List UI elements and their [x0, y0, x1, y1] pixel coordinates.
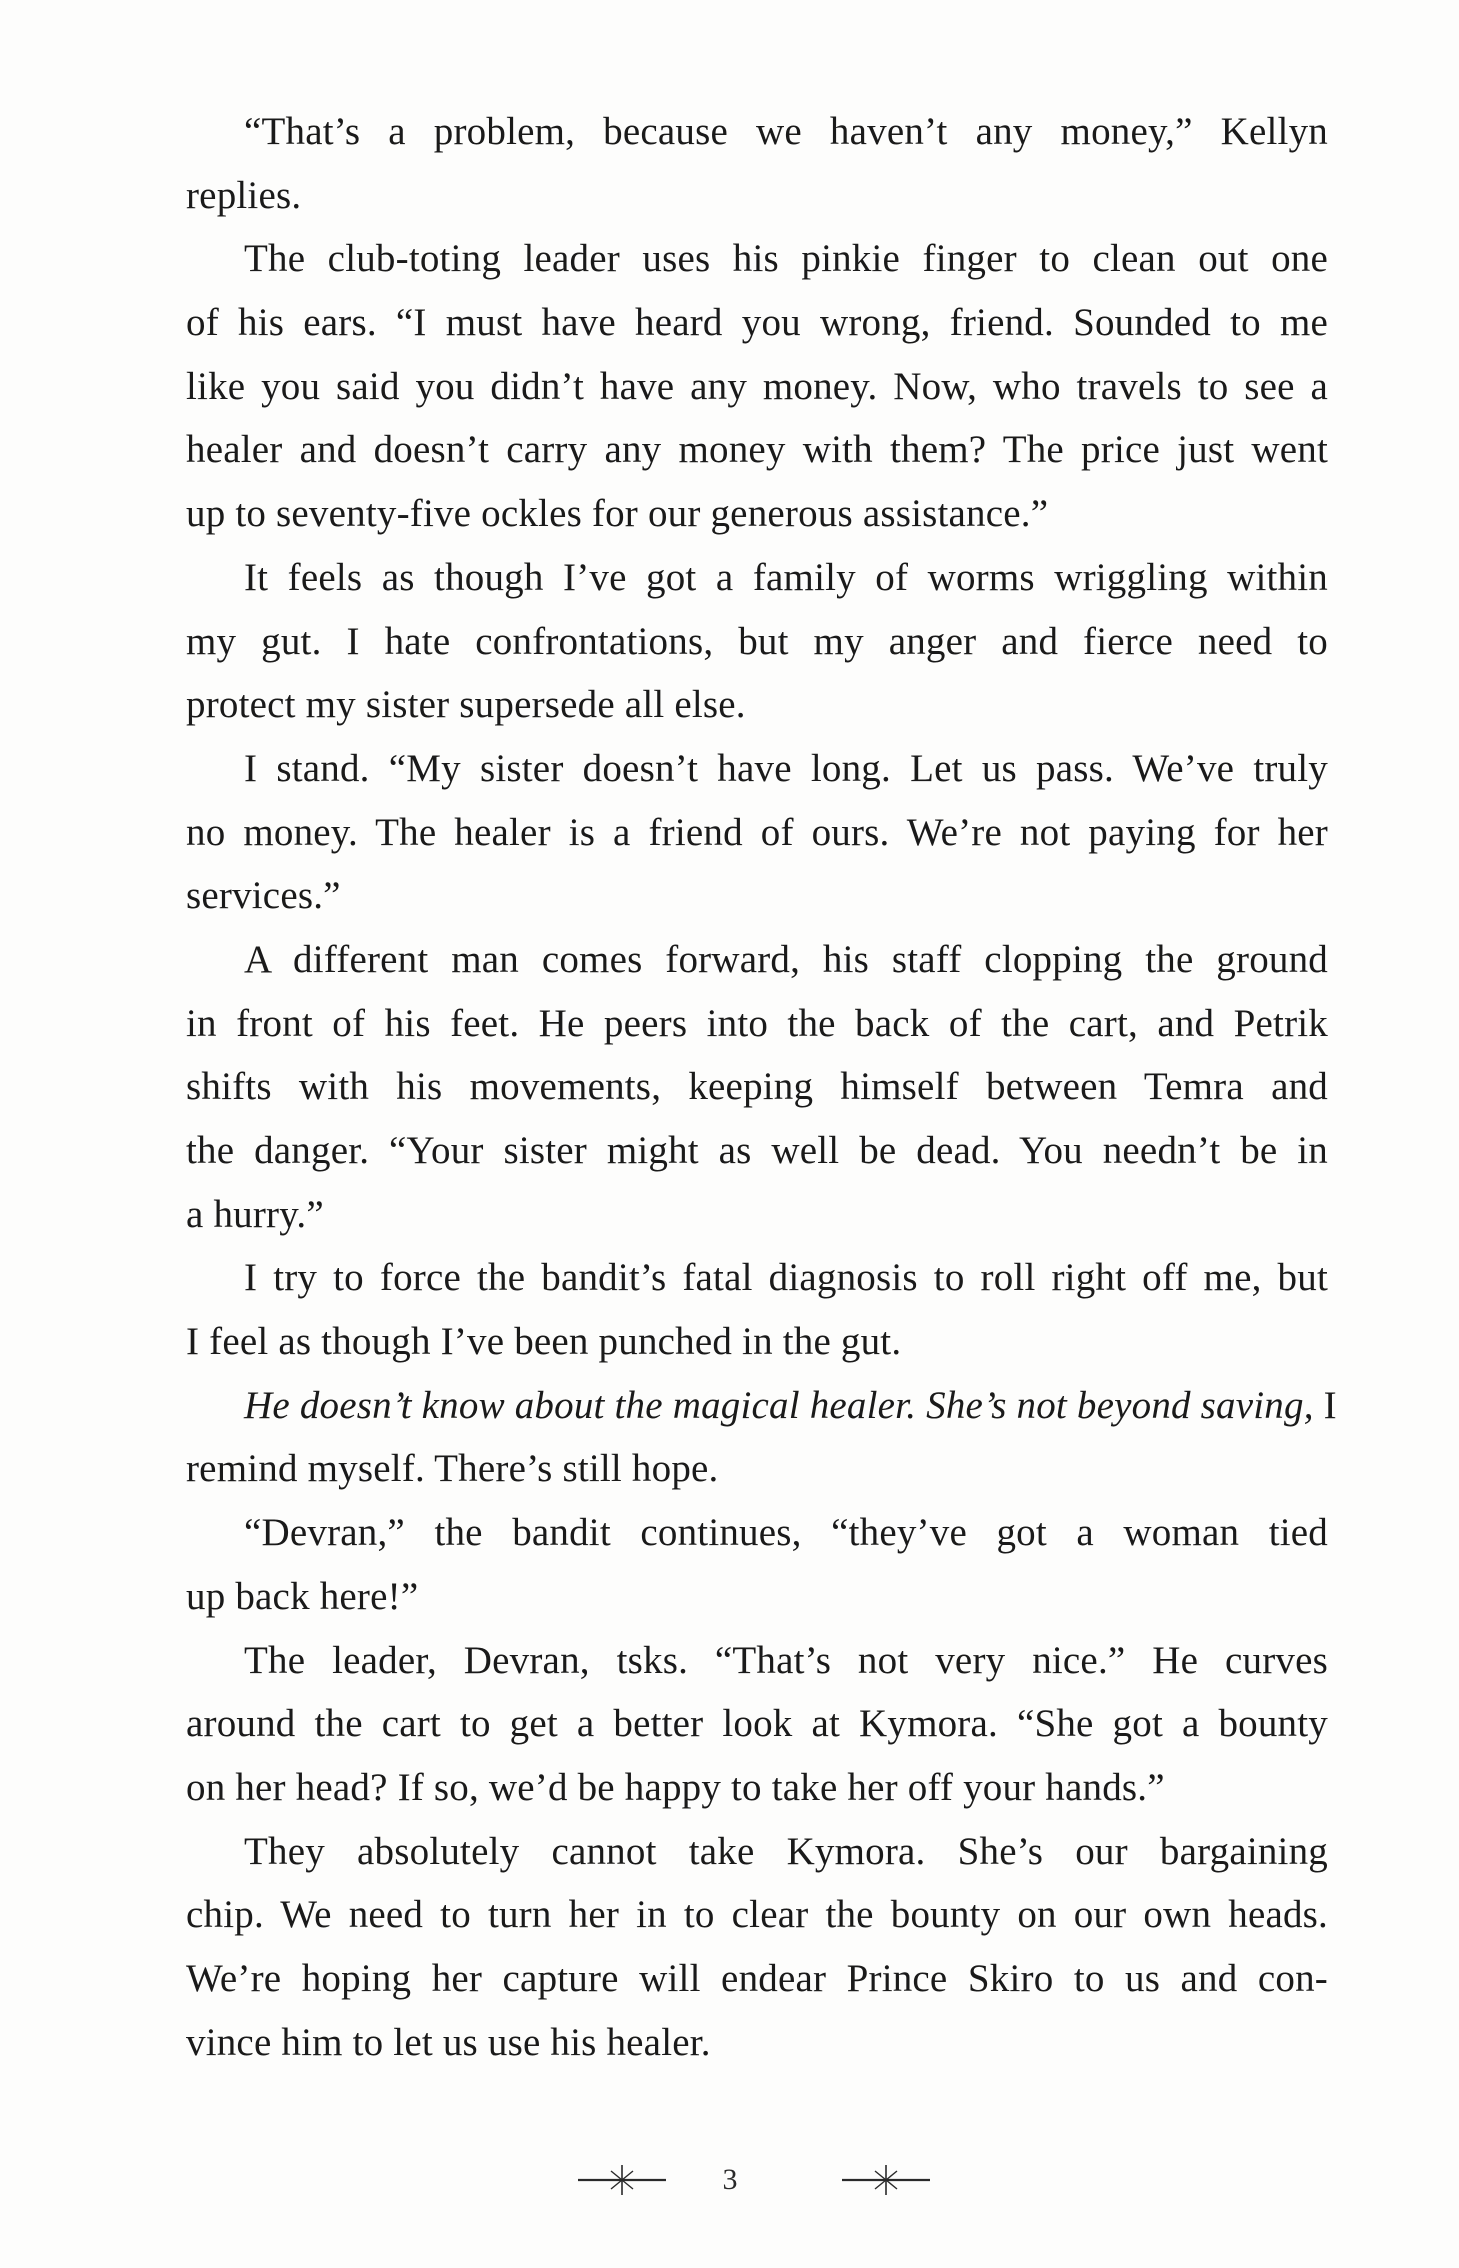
- text-line: A different man comes forward, his staff clopping the ground: [244, 937, 1328, 981]
- text-line: replies.: [186, 173, 302, 217]
- italic-text-line: [186, 1374, 1337, 1438]
- text-line: We’re hoping her capture will endear Prince Skiro to us and con-: [186, 1956, 1328, 2000]
- text-line: no money. The healer is a friend of ours. We’re not paying for her: [186, 810, 1328, 854]
- text-line: of his ears. “I must have heard you wrong, friend. Sounded to me: [186, 301, 1328, 345]
- text-line: The leader, Devran, tsks. “That’s not very nice.” He curves: [244, 1638, 1328, 1682]
- page-footer: [0, 2155, 1459, 2215]
- text-line: “That’s a problem, because we haven’t any money,” Kellyn: [244, 110, 1328, 153]
- text-line: healer and doesn’t carry any money with them? The price just went: [186, 428, 1328, 472]
- text-line: protect my sister supersede all else.: [186, 683, 746, 727]
- star-ornament-icon: [574, 2155, 670, 2205]
- text-line: The club-toting leader uses his pinkie finger to clean out one: [244, 237, 1328, 281]
- page-number: 3: [722, 2163, 738, 2196]
- text-line: up to seventy-five ockles for our generous assistance.”: [186, 492, 1049, 536]
- text-line: in front of his feet. He peers into the back of the cart, and Petrik: [186, 1001, 1328, 1045]
- text-line: the danger. “Your sister might as well be dead. You needn’t be in: [186, 1129, 1328, 1172]
- text-line: my gut. I hate confrontations, but my anger and fierce need to: [186, 619, 1328, 663]
- text-line: I stand. “My sister doesn’t have long. Let us pass. We’ve truly: [244, 746, 1328, 790]
- body-text: [186, 100, 1337, 2074]
- text-line: services.”: [186, 874, 341, 918]
- italic-line-tail: I: [1323, 1383, 1337, 1427]
- text-line: on her head? If so, we’d be happy to take her off your hands.”: [186, 1765, 1165, 1809]
- text-line: shifts with his movements, keeping himself between Temra and: [186, 1065, 1328, 1109]
- text-line: up back here!”: [186, 1574, 419, 1618]
- text-line: around the cart to get a better look at Kymora. “She got a bounty: [186, 1702, 1328, 1746]
- text-line: vince him to let us use his healer.: [186, 2020, 711, 2064]
- text-line: chip. We need to turn her in to clear the bounty on our own heads.: [186, 1893, 1328, 1937]
- text-line: “Devran,” the bandit continues, “they’ve got a woman tied: [244, 1511, 1328, 1555]
- italic-thought: He doesn’t know about the magical healer. She’s not beyond saving,: [244, 1383, 1314, 1427]
- text-line: like you said you didn’t have any money. Now, who travels to see a: [186, 364, 1328, 408]
- text-line: I feel as though I’ve been punched in the gut.: [186, 1320, 902, 1364]
- text-line: It feels as though I’ve got a family of worms wriggling within: [244, 555, 1328, 599]
- text-line: a hurry.”: [186, 1192, 324, 1236]
- text-line: remind myself. There’s still hope.: [186, 1447, 719, 1491]
- text-line: They absolutely cannot take Kymora. She’s our bargaining: [244, 1829, 1328, 1873]
- star-ornament-icon: [838, 2155, 934, 2205]
- text-line: I try to force the bandit’s fatal diagnosis to roll right off me, but: [244, 1256, 1328, 1300]
